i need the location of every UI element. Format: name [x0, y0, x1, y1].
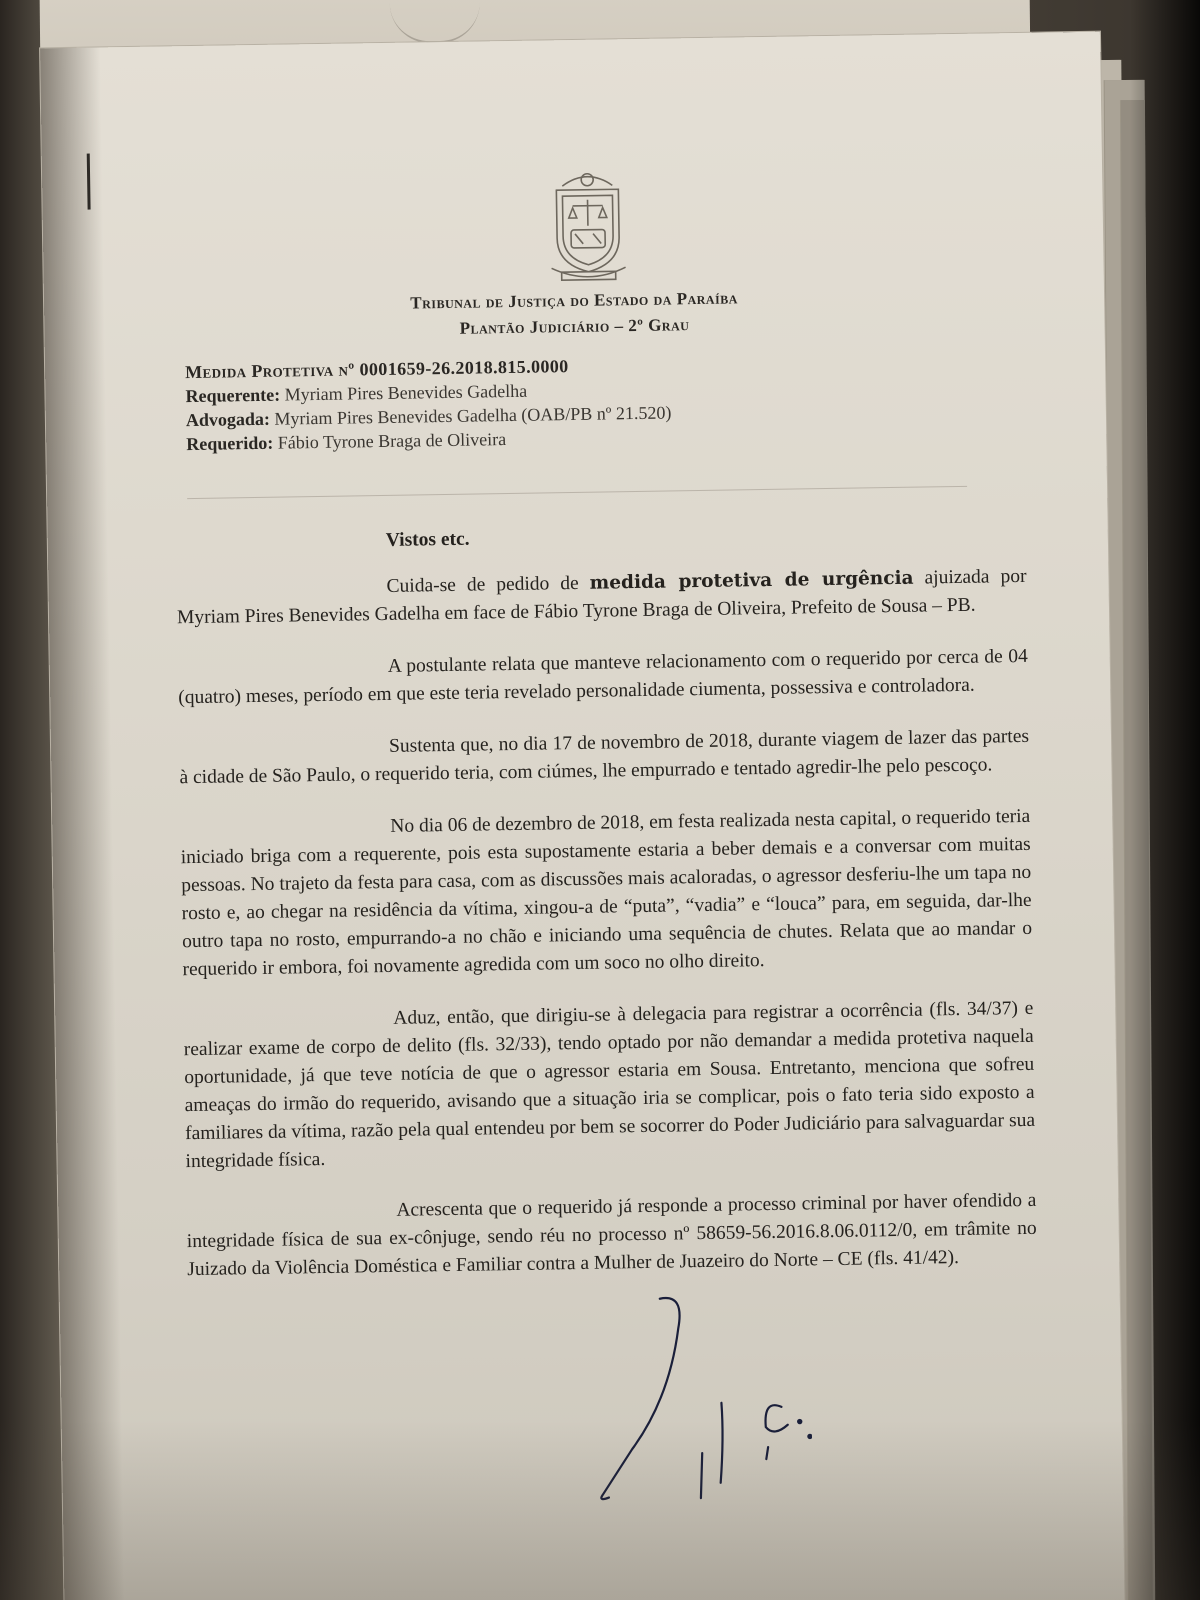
paragraph-1 — [176, 563, 1027, 632]
paragraph-4: No dia 06 de dezembro de 2018, em festa realizada nesta capital, o requerido teria iniciado briga com a requerente, pois esta supostamente estaria a beber demais e a conversar com muitas pessoas. No trajeto da festa para casa, com as discussões mais acaloradas, o agressor desferiu-lhe um tapa no rosto e, ao chegar na residência da vítima, xingou-a de “puta”, “vadia” e “louca” para, em seguida, dar-lhe outro tapa no rosto, empurrando-a no chão e iniciando uma sequência de chutes. Relata que ao mandar o requerido ir embora, foi novamente agredida com um soco no olho direito. — [180, 805, 1033, 981]
back-page-crest-icon — [390, 1, 480, 44]
case-caption — [185, 348, 946, 456]
paragraph-1-start: Cuida-se de pedido de — [386, 572, 590, 597]
requerido-value: Fábio Tyrone Braga de Oliveira — [277, 429, 507, 453]
court-name: Tribunal de Justiça do Estado da Paraíba — [410, 288, 738, 313]
decision-body — [176, 517, 1038, 1308]
requerente-value: Myriam Pires Benevides Gadelha — [284, 380, 528, 405]
court-division: Plantão Judiciário – 2º Grau — [459, 315, 690, 338]
court-header — [44, 280, 1105, 349]
paragraph-3: Sustenta que, no dia 17 de novembro de 2018, durante viagem de lazer das partes à cidade de São Paulo, o requerido teria, com ciúmes, lhe empurrado e tentado agredir-lhe pelo pescoço. — [179, 725, 1030, 789]
paragraph-6: Acrescenta que o requerido já responde a processo criminal por haver ofendido a integridade física de sua ex-cônjuge, sendo réu no processo nº 58659-56.2016.8.06.0112/0, em trâmite no Juizado da Violência Doméstica e Familiar contra a Mulher de Juazeiro do Norte – CE (fls. 41/42). — [186, 1189, 1037, 1281]
page-shadow — [40, 47, 125, 1600]
paragraph-1-emphasis: medida protetiva de urgência — [589, 567, 914, 594]
case-title: Medida Protetiva nº 0001659-26.2018.815.0000 — [185, 356, 569, 383]
divider — [187, 486, 967, 499]
paragraph-2: A postulante relata que manteve relacionamento com o requerido por cerca de 04 (quatro) meses, período em que este teria revelado personalidade ciumenta, possessiva e controladora. — [178, 645, 1028, 709]
advogada-label: Advogada: — [185, 408, 271, 431]
requerente-label: Requerente: — [185, 384, 281, 407]
background-shadow — [1130, 0, 1200, 1600]
court-crest-icon — [542, 167, 634, 286]
vistos-heading: Vistos etc. — [385, 528, 470, 551]
background-shadow — [0, 1420, 1200, 1600]
advogada-value: Myriam Pires Benevides Gadelha (OAB/PB nº 21.520) — [274, 402, 672, 429]
document-page — [40, 32, 1125, 1600]
paragraph-5: Aduz, então, que dirigiu-se à delegacia para registrar a ocorrência (fls. 34/37) e realizar exame de corpo de delito (fls. 32/33), tendo optado por não demandar a medida protetiva naquela oportunidade, já que teve notícia de que o agressor estaria em Sousa. Entretanto, menciona que sofreu ameaças do irmão do requerido, avisando que a situação iria se complicar, pois o fato teria sido exposto a familiares da vítima, razão pela qual entendeu por bem se socorrer do Poder Judiciário para salvaguardar sua integridade física. — [183, 997, 1036, 1173]
paragraph-1-end: ajuizada por Myriam Pires Benevides Gadelha em face de Fábio Tyrone Braga de Oliveira, Prefeito de Sousa – PB. — [176, 565, 1027, 629]
requerido-label: Requerido: — [186, 432, 274, 455]
